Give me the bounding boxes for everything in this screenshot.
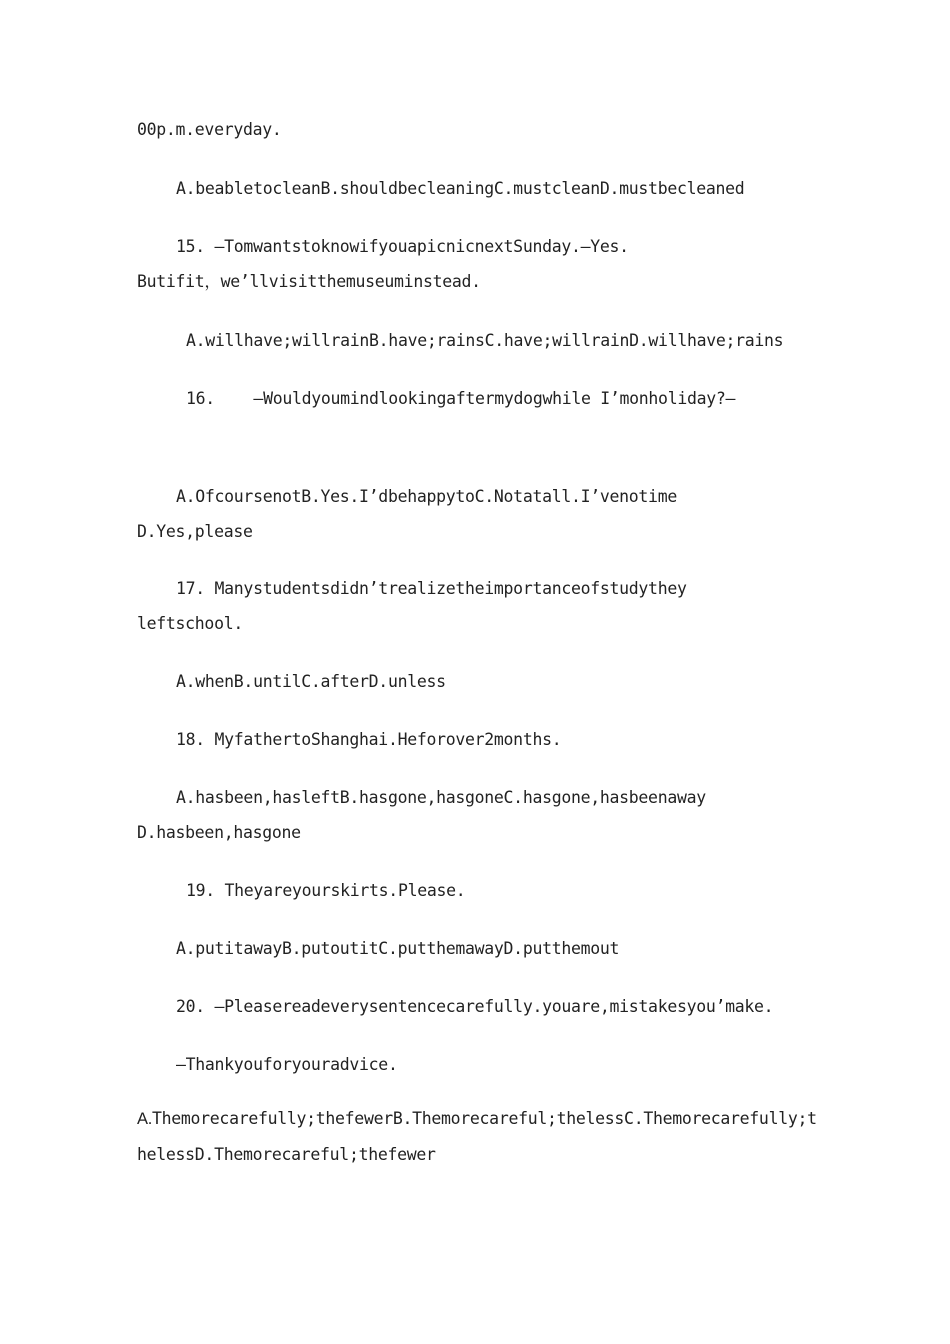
question-18-options: A.hasbeen,hasleftB.hasgone,hasgoneC.hasgone,hasbeenaway [176,788,706,807]
question-17-options: A.whenB.untilC.afterD.unless [176,672,446,691]
option-prefix: A. [137,1110,152,1128]
question-19-stem: 19. Theyareyourskirts.Please. [186,881,466,900]
question-16-options: A.OfcoursenotB.Yes.I’dbehappytoC.Notatall.I’venotime [176,487,677,506]
question-15-options: A.willhave;willrainB.have;rainsC.have;willrainD.willhave;rains [186,331,784,350]
question-20-options [137,1109,817,1129]
question-15-stem-continued: Butifit，we’llvisitthemuseuminstead. [137,272,481,291]
question-17-stem-continued: leftschool. [137,614,243,633]
question-20-reply: —Thankyouforyouradvice. [176,1055,398,1074]
question-18-options-continued: D.hasbeen,hasgone [137,823,301,842]
text-line-continuation: 00p.m.everyday. [137,120,282,139]
question-17-stem: 17. Manystudentsdidn’trealizetheimportanceofstudythey [176,579,687,598]
question-20-stem: 20. —Pleasereadeverysentencecarefully.youare,mistakesyou’make. [176,997,774,1016]
question-14-options: A.beabletocleanB.shouldbecleaningC.mustcleanD.mustbecleaned [176,179,745,198]
question-16-stem: 16. —Wouldyoumindlookingaftermydogwhile I’monholiday?— [186,389,736,408]
question-20-options-continued: helessD.Themorecareful;thefewer [137,1145,436,1164]
option-text: Themorecarefully;thefewerB.Themorecareful;thelessC.Themorecarefully;t [152,1109,817,1128]
question-19-options: A.putitawayB.putoutitC.putthemawayD.putthemout [176,939,620,958]
question-15-stem: 15. —TomwantstoknowifyouapicnicnextSunday.—Yes. [176,237,629,256]
question-16-options-continued: D.Yes,please [137,522,253,541]
question-18-stem: 18. MyfathertoShanghai.Heforover2months. [176,730,562,749]
